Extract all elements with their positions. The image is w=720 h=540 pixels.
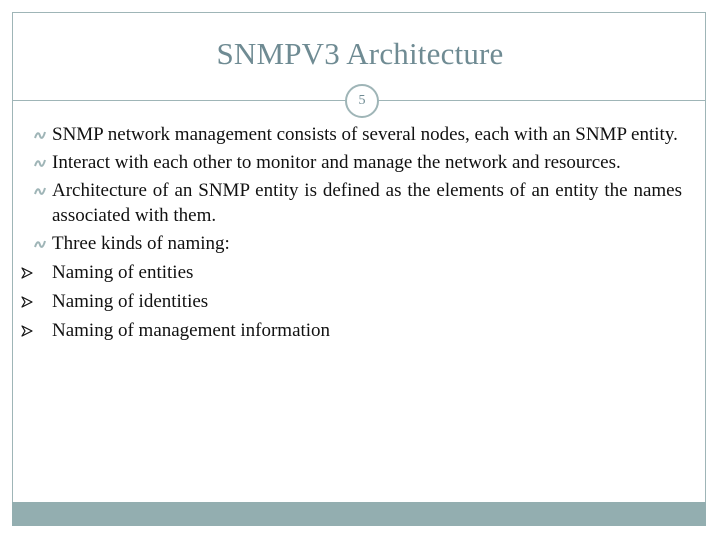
sub-bullet-item xyxy=(18,318,682,343)
page-number-badge: 5 xyxy=(345,84,379,118)
bullet-text: Architecture of an SNMP entity is defined as the elements of an entity the names associated with them. xyxy=(52,180,682,226)
arrowhead-bullet-icon xyxy=(21,267,33,279)
bullet-text: SNMP network management consists of several nodes, each with an SNMP entity. xyxy=(52,124,678,145)
sub-bullet-item xyxy=(18,260,682,285)
bullet-item xyxy=(18,150,682,175)
arrowhead-bullet-icon xyxy=(21,325,33,337)
sub-bullet-text: Naming of management information xyxy=(52,320,331,341)
slide-title: SNMPV3 Architecture xyxy=(216,36,504,71)
wave-bullet-icon xyxy=(34,239,46,249)
sub-bullet-text: Naming of entities xyxy=(52,262,194,283)
wave-bullet-icon xyxy=(34,130,46,140)
sub-bullet-text: Naming of identities xyxy=(52,291,209,312)
sub-bullet-item xyxy=(18,289,682,314)
wave-bullet-icon xyxy=(34,186,46,196)
arrowhead-bullet-icon xyxy=(21,296,33,308)
bullet-item xyxy=(18,178,682,228)
footer-bar xyxy=(12,502,706,526)
bullet-item xyxy=(18,231,682,256)
slide-content xyxy=(18,122,682,347)
bullet-text: Interact with each other to monitor and manage the network and resources. xyxy=(52,152,621,173)
bullet-item xyxy=(18,122,682,147)
wave-bullet-icon xyxy=(34,158,46,168)
bullet-text: Three kinds of naming: xyxy=(52,233,230,254)
